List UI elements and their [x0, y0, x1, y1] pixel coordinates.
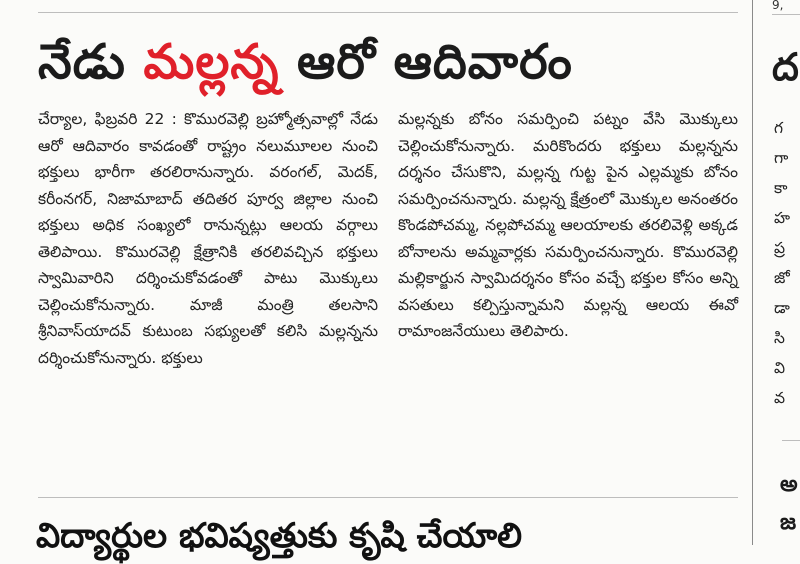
adjacent-text-fragment: గ — [774, 119, 784, 137]
adjacent-text-fragment: వ — [774, 389, 786, 407]
next-article-headline: విద్యార్థుల భవిష్యత్తుకు కృషి చేయాలి — [36, 516, 523, 556]
adjacent-separator — [782, 440, 800, 441]
adjacent-text-fragment: కా — [774, 179, 788, 197]
adjacent-text-fragment: వి — [774, 359, 786, 377]
adjacent-text-fragment: జో — [774, 269, 790, 287]
headline-highlight: మల్లన్న — [143, 34, 280, 90]
adjacent-subheadline-1: అ — [780, 472, 798, 497]
adjacent-top-rule — [772, 14, 800, 15]
adjacent-text-fragment: డా — [774, 299, 790, 317]
adjacent-text-fragment: ప్ర — [774, 239, 786, 257]
headline-part1: నేడు — [38, 34, 144, 90]
adjacent-text-fragment: సి — [774, 329, 785, 347]
headline-part2: ఆరో ఆదివారం — [279, 34, 573, 90]
article-headline — [38, 30, 738, 94]
page-number-fragment: 9, — [772, 0, 784, 12]
top-rule — [38, 12, 738, 13]
adjacent-text-fragment: హ — [774, 209, 791, 227]
article-paragraph-1: చేర్యాల, ఫిబ్రవరి 22 : కొమురవెల్లి బ్రహ్మోత్సవాల్లో నేడు ఆరో ఆదివారం కావడంతో రాష్ట్రం నలుమూలల నుంచి భక్తులు భారీగా తరలిరానున్నారు. వరంగల్, మెదక్, కరీంనగర్, నిజామాబాద్ తదితర పూర్వ జిల్లాల నుంచి భక్తులు అధిక సంఖ్యలో రానున్నట్లు ఆలయ వర్గాలు తెలిపాయి. కొమురవెల్లి క్షేత్రానికి తరలివచ్చిన భక్తులు స్వామివారిని దర్శించుకోవడంతో పాటు మొక్కులు చెల్లించుకోనున్నారు. మాజీ మంత్రి తలసాని శ్రీనివాస్‌యాదవ్ కుటుంబ సభ్యులతో కలిసి మల్లన్నను దర్శించుకోనున్నారు. భక్తులు — [38, 110, 378, 367]
bottom-rule — [38, 497, 738, 498]
article-column-2 — [398, 106, 738, 345]
adjacent-article — [752, 0, 800, 545]
adjacent-headline-fragment: ద — [772, 45, 799, 89]
article-column-1 — [38, 106, 378, 371]
adjacent-text-fragment: గా — [774, 149, 789, 167]
article-paragraph-2: మల్లన్నకు బోనం సమర్పించి పట్నం వేసి మొక్కులు చెల్లించుకోనున్నారు. మరికొందరు భక్తులు మల్లన్నను దర్శనం చేసుకొని, మల్లన్న గుట్ట పైన ఎల్లమ్మకు బోనం సమర్పించనున్నారు. మల్లన్న క్షేత్రంలో మొక్కుల అనంతరం కొండపోచమ్మ, నల్లపోచమ్మ ఆలయాలకు తరలివెళ్లి అక్కడ బోనాలను అమ్మవార్లకు సమర్పించనున్నారు. కొమురవెల్లి మల్లికార్జున స్వామిదర్శనం కోసం వచ్చే భక్తుల కోసం అన్ని వసతులు కల్పిస్తున్నామని మల్లన్న ఆలయ ఈవో రామాంజనేయులు తెలిపారు. — [398, 110, 738, 340]
adjacent-subheadline-2: జ — [780, 510, 797, 535]
